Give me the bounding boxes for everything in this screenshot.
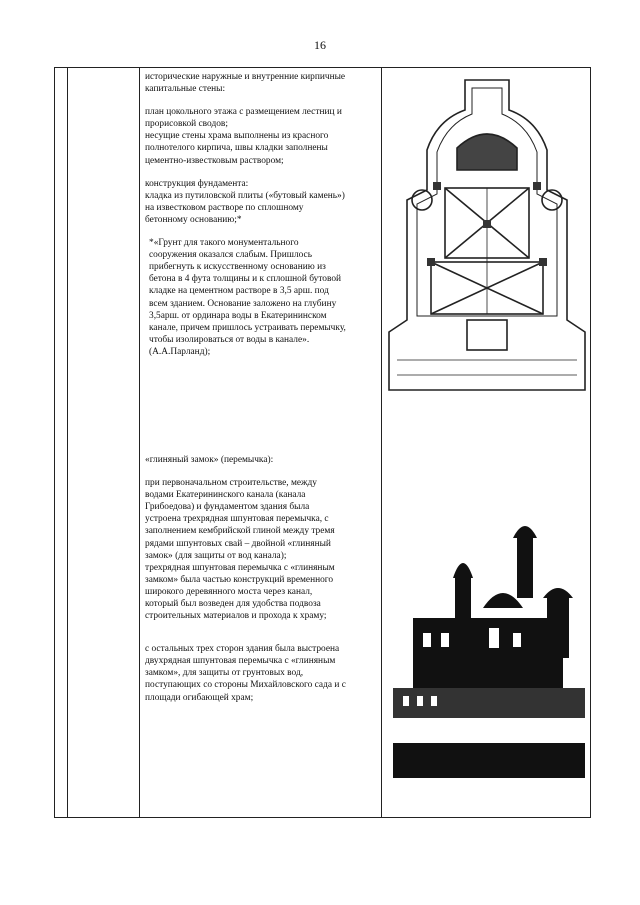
basement-plan-text [145, 106, 383, 166]
text-line: который был возведен для удобства подвоза [145, 599, 321, 609]
text-line: сооружения оказался слабым. Пришлось [149, 250, 312, 261]
text-line: кладке на цементном растворе в 3,5 арш. под [149, 286, 329, 297]
text-line: 3,5арш. от ординара воды в Екатерининском [149, 310, 327, 321]
text-line: кладка из путиловской плиты («бутовый камень») [145, 190, 345, 201]
text-line: замком», для защиты от грунтовых вод, [145, 668, 304, 679]
text-line: план цокольного этажа с размещением лестниц и [145, 107, 342, 118]
text-line: при первоначальном строительстве, между [145, 478, 317, 489]
text-line: водами Екатерининского канала (канала [145, 490, 306, 501]
text-line: на известковом растворе по сплошному [145, 202, 304, 213]
historic-photo [393, 518, 585, 778]
document-table [54, 67, 591, 818]
description-column [145, 71, 383, 704]
text-line: трехрядная шпунтовая перемычка с «глиняным [145, 562, 335, 573]
floor-plan-drawing [387, 70, 587, 405]
text-line: бетона в 4 фута толщины и к сплошной бутовой [149, 274, 342, 285]
text-line: цементно-известковым раствором; [145, 155, 284, 166]
text-line: рядами шпунтовых свай – двойной «глиняный [145, 538, 331, 549]
floor-plan-image [387, 70, 587, 405]
column-divider [139, 68, 140, 817]
page-number: 16 [314, 38, 326, 52]
clay-lock-text [145, 477, 383, 622]
text-line: (А.А.Парланд); [149, 346, 211, 357]
text-line: двухрядная шпунтовая перемычка с «глиняным [145, 656, 336, 667]
walls-heading [145, 71, 383, 95]
text-line: Грибоедова) и фундаментом здания была [145, 502, 310, 513]
text-line: строительных материалов и прохода к храму; [145, 611, 327, 622]
text-line: исторические наружные и внутренние кирпичные [145, 72, 346, 82]
text-line: конструкция фундамента: [145, 178, 249, 189]
text-line: устроена трехрядная шпунтовая перемычка, с [145, 514, 329, 525]
text-line: площади огибающей храм; [145, 692, 254, 703]
text-line: чтобы изолироваться от воды в канале». [149, 334, 310, 345]
text-line: капитальные стены: [145, 84, 226, 95]
text-line: *«Грунт для такого монументального [149, 238, 299, 249]
church-photo [393, 518, 585, 778]
column-divider [67, 68, 68, 817]
text-line: канале, причем пришлось устраивать перемычку, [149, 322, 346, 333]
text-line: «глиняный замок» (перемычка): [145, 454, 274, 465]
text-line: заполнением кембрийской глиной между тремя [145, 526, 335, 537]
parland-quote [145, 237, 383, 358]
text-line: прибегнуть к искусственному основанию из [149, 262, 326, 273]
text-line: прорисовкой сводов; [145, 119, 228, 130]
foundation-text [145, 178, 383, 226]
text-line: поступающих со стороны Михайловского сада и с [145, 680, 346, 691]
text-line: широкого деревянного моста через канал, [145, 586, 313, 597]
text-line: замок» (для защиты от вод канала); [145, 550, 287, 561]
text-line: несущие стены храма выполнены из красного [145, 131, 329, 142]
text-line: бетонному основанию;* [145, 214, 242, 225]
text-line: полнотелого кирпича, швы кладки заполнены [145, 143, 328, 154]
cofferdam-text [145, 643, 383, 703]
text-line: всем зданием. Основание заложено на глубину [149, 298, 337, 309]
text-line: замком» была частью конструкций временного [145, 574, 334, 585]
text-line: с остальных трех сторон здания была выстроена [145, 644, 340, 655]
clay-lock-heading [145, 454, 383, 466]
